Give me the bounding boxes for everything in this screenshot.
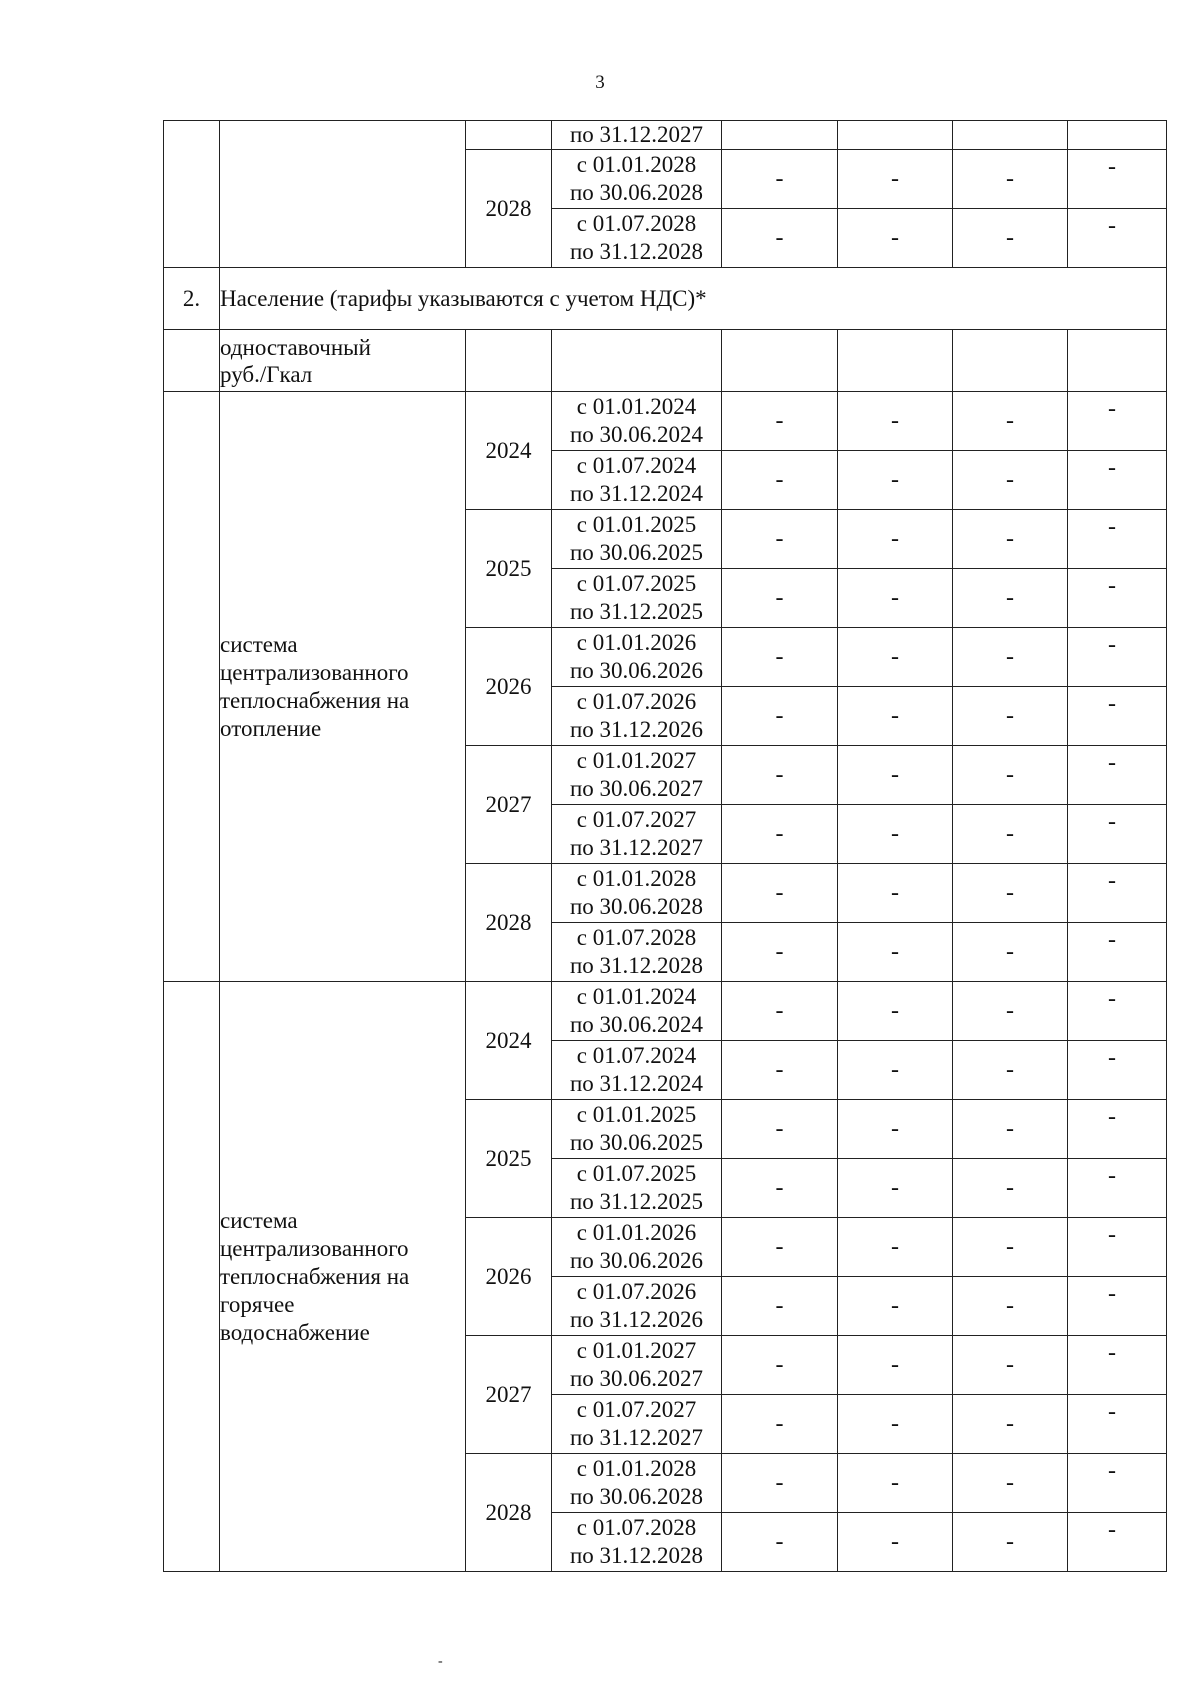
category-line: водоснабжение — [220, 1319, 370, 1345]
value-cell: - — [1068, 1513, 1167, 1572]
one-rate-line: одноставочный — [220, 334, 371, 360]
number-cell — [164, 121, 220, 268]
value-cell: - — [722, 1454, 838, 1513]
period-cell — [552, 1277, 722, 1336]
value-cell: - — [1068, 805, 1167, 864]
value-cell: - — [838, 451, 953, 510]
period-cell — [552, 150, 722, 209]
value-cell: - — [953, 923, 1068, 982]
value-cell: - — [838, 1277, 953, 1336]
page-number: 3 — [595, 72, 605, 93]
value-cell: - — [1068, 1218, 1167, 1277]
tariff-table — [163, 120, 1167, 1572]
period-to: по 31.12.2027 — [569, 1425, 704, 1450]
value-cell — [838, 330, 953, 392]
period-cell — [552, 805, 722, 864]
value-cell: - — [722, 628, 838, 687]
period-to: по 30.06.2027 — [569, 1366, 704, 1391]
year-cell: 2026 — [466, 1218, 552, 1336]
period-cell — [552, 1454, 722, 1513]
period-cell — [552, 392, 722, 451]
period-from: с 01.07.2025 — [576, 571, 697, 596]
value-cell: - — [953, 1454, 1068, 1513]
period-from: с 01.07.2025 — [576, 1161, 697, 1186]
year-cell: 2025 — [466, 510, 552, 628]
value-cell: - — [953, 982, 1068, 1041]
year-cell: 2027 — [466, 746, 552, 864]
period-to: по 31.12.2025 — [569, 599, 704, 624]
period-from: с 01.01.2024 — [576, 394, 697, 419]
category-line: система — [220, 631, 298, 657]
value-cell: - — [722, 209, 838, 268]
period-to: по 30.06.2028 — [569, 894, 704, 919]
period-to: по 30.06.2025 — [569, 1130, 704, 1155]
category-line: отопление — [220, 715, 322, 741]
value-cell: - — [722, 805, 838, 864]
period-from: с 01.01.2024 — [576, 984, 697, 1009]
value-cell: - — [953, 687, 1068, 746]
period-to: по 30.06.2024 — [569, 1012, 704, 1037]
table-row — [164, 392, 1167, 451]
category-cell — [220, 121, 466, 268]
period-cell — [552, 451, 722, 510]
value-cell: - — [722, 1336, 838, 1395]
value-cell: - — [838, 1100, 953, 1159]
value-cell — [1068, 330, 1167, 392]
year-cell: 2028 — [466, 1454, 552, 1572]
value-cell — [953, 121, 1068, 150]
value-cell: - — [838, 1454, 953, 1513]
value-cell: - — [722, 687, 838, 746]
period-from: с 01.01.2026 — [576, 630, 697, 655]
period-to: по 30.06.2028 — [569, 1484, 704, 1509]
section-row — [164, 268, 1167, 330]
category-line: теплоснабжения на — [220, 687, 410, 713]
value-cell: - — [1068, 1159, 1167, 1218]
value-cell — [838, 121, 953, 150]
period-cell — [552, 1336, 722, 1395]
value-cell: - — [1068, 982, 1167, 1041]
value-cell: - — [1068, 1041, 1167, 1100]
year-cell: 2028 — [466, 150, 552, 268]
number-cell — [164, 982, 220, 1572]
value-cell: - — [953, 451, 1068, 510]
period-cell — [552, 1513, 722, 1572]
value-cell: - — [953, 864, 1068, 923]
year-cell — [466, 121, 552, 150]
value-cell — [953, 330, 1068, 392]
value-cell — [1068, 121, 1167, 150]
period-to: по 30.06.2026 — [569, 658, 704, 683]
value-cell: - — [1068, 569, 1167, 628]
value-cell: - — [722, 150, 838, 209]
value-cell: - — [1068, 1336, 1167, 1395]
value-cell: - — [1068, 1100, 1167, 1159]
period-to: по 30.06.2025 — [569, 540, 704, 565]
year-cell: 2024 — [466, 982, 552, 1100]
period-to: по 30.06.2026 — [569, 1248, 704, 1273]
value-cell: - — [838, 1395, 953, 1454]
value-cell: - — [838, 510, 953, 569]
value-cell: - — [1068, 864, 1167, 923]
unit-label: руб./Гкал — [220, 361, 313, 387]
table-row — [164, 982, 1167, 1041]
value-cell: - — [1068, 1277, 1167, 1336]
category-line: горячее — [220, 1291, 295, 1317]
period-cell — [552, 1159, 722, 1218]
year-cell: 2025 — [466, 1100, 552, 1218]
period-to: по 30.06.2028 — [569, 180, 704, 205]
period-cell — [552, 510, 722, 569]
section-number: 2. — [164, 268, 220, 330]
value-cell: - — [1068, 923, 1167, 982]
value-cell: - — [838, 746, 953, 805]
period-from: с 01.07.2024 — [576, 453, 697, 478]
value-cell: - — [953, 628, 1068, 687]
value-cell: - — [953, 1395, 1068, 1454]
value-cell: - — [722, 1218, 838, 1277]
value-cell: - — [953, 1513, 1068, 1572]
value-cell: - — [722, 864, 838, 923]
value-cell: - — [722, 1100, 838, 1159]
value-cell: - — [953, 1336, 1068, 1395]
value-cell: - — [722, 392, 838, 451]
period-cell — [552, 982, 722, 1041]
period-to: по 30.06.2024 — [569, 422, 704, 447]
period-from: с 01.01.2025 — [576, 1102, 697, 1127]
value-cell: - — [838, 628, 953, 687]
value-cell: - — [953, 510, 1068, 569]
value-cell: - — [838, 150, 953, 209]
value-cell: - — [953, 392, 1068, 451]
value-cell: - — [838, 923, 953, 982]
category-line: централизованного — [220, 659, 409, 685]
period-from: с 01.01.2026 — [576, 1220, 697, 1245]
value-cell: - — [1068, 1454, 1167, 1513]
period-cell — [552, 628, 722, 687]
one-rate-label — [220, 330, 466, 392]
value-cell: - — [838, 1159, 953, 1218]
category-line: теплоснабжения на — [220, 1263, 410, 1289]
period-from: с 01.01.2027 — [576, 748, 697, 773]
period-to: по 31.12.2028 — [569, 953, 704, 978]
period-from: с 01.01.2025 — [576, 512, 697, 537]
period-to: по 31.12.2028 — [569, 239, 704, 264]
value-cell: - — [838, 1041, 953, 1100]
period-to: по 31.12.2028 — [569, 1543, 704, 1568]
table-row — [164, 121, 1167, 150]
category-cell — [220, 982, 466, 1572]
value-cell: - — [1068, 209, 1167, 268]
value-cell: - — [838, 569, 953, 628]
value-cell — [722, 330, 838, 392]
year-cell: 2024 — [466, 392, 552, 510]
period-to: по 31.12.2024 — [569, 481, 704, 506]
period-cell — [552, 1041, 722, 1100]
period-from: с 01.07.2024 — [576, 1043, 697, 1068]
value-cell: - — [1068, 150, 1167, 209]
period-cell — [552, 746, 722, 805]
value-cell: - — [953, 1041, 1068, 1100]
value-cell: - — [1068, 392, 1167, 451]
value-cell: - — [838, 392, 953, 451]
year-cell: 2028 — [466, 864, 552, 982]
category-cell — [220, 392, 466, 982]
value-cell: - — [722, 451, 838, 510]
value-cell: - — [722, 569, 838, 628]
value-cell: - — [838, 687, 953, 746]
value-cell: - — [1068, 451, 1167, 510]
value-cell: - — [838, 864, 953, 923]
value-cell: - — [1068, 746, 1167, 805]
value-cell: - — [1068, 1395, 1167, 1454]
period-to: по 30.06.2027 — [569, 776, 704, 801]
period-from: с 01.01.2027 — [576, 1338, 697, 1363]
value-cell: - — [838, 982, 953, 1041]
value-cell: - — [838, 1513, 953, 1572]
value-cell: - — [953, 209, 1068, 268]
period-from: с 01.07.2027 — [576, 807, 697, 832]
period-from: с 01.01.2028 — [576, 866, 697, 891]
period-to: по 31.12.2025 — [569, 1189, 704, 1214]
value-cell: - — [838, 805, 953, 864]
value-cell: - — [838, 209, 953, 268]
year-cell: 2026 — [466, 628, 552, 746]
period-to: по 31.12.2026 — [569, 717, 704, 742]
year-cell — [466, 330, 552, 392]
period-from: с 01.01.2028 — [576, 152, 697, 177]
period-cell — [552, 1100, 722, 1159]
value-cell: - — [722, 510, 838, 569]
period-cell — [552, 923, 722, 982]
period-from: с 01.07.2028 — [576, 1515, 697, 1540]
value-cell: - — [953, 1159, 1068, 1218]
value-cell: - — [722, 923, 838, 982]
period-to: по 31.12.2026 — [569, 1307, 704, 1332]
value-cell: - — [953, 1100, 1068, 1159]
value-cell: - — [953, 805, 1068, 864]
period-to: по 31.12.2027 — [569, 835, 704, 860]
period-cell — [552, 330, 722, 392]
value-cell: - — [722, 1277, 838, 1336]
period-from: с 01.07.2026 — [576, 689, 697, 714]
value-cell: - — [722, 1159, 838, 1218]
period-from: с 01.07.2027 — [576, 1397, 697, 1422]
value-cell: - — [953, 1277, 1068, 1336]
value-cell: - — [838, 1336, 953, 1395]
value-cell: - — [953, 746, 1068, 805]
category-line: система — [220, 1207, 298, 1233]
category-line: централизованного — [220, 1235, 409, 1261]
period-cell — [552, 687, 722, 746]
value-cell: - — [838, 1218, 953, 1277]
period-cell — [552, 864, 722, 923]
section-title: Население (тарифы указываются с учетом НДС)* — [220, 268, 1167, 330]
period-from: с 01.01.2028 — [576, 1456, 697, 1481]
table-row — [164, 330, 1167, 392]
period-cell: по 31.12.2027 — [552, 121, 722, 150]
footer-mark: - — [438, 1654, 443, 1669]
value-cell: - — [1068, 510, 1167, 569]
value-cell: - — [722, 1513, 838, 1572]
period-cell — [552, 1218, 722, 1277]
year-cell: 2027 — [466, 1336, 552, 1454]
period-to: по 31.12.2024 — [569, 1071, 704, 1096]
period-from: с 01.07.2028 — [576, 211, 697, 236]
value-cell: - — [722, 1395, 838, 1454]
number-cell — [164, 330, 220, 392]
value-cell: - — [953, 1218, 1068, 1277]
period-from: с 01.07.2028 — [576, 925, 697, 950]
value-cell: - — [722, 1041, 838, 1100]
value-cell: - — [953, 150, 1068, 209]
value-cell: - — [722, 982, 838, 1041]
value-cell: - — [1068, 687, 1167, 746]
period-cell — [552, 1395, 722, 1454]
number-cell — [164, 392, 220, 982]
period-cell — [552, 209, 722, 268]
value-cell: - — [1068, 628, 1167, 687]
period-cell — [552, 569, 722, 628]
value-cell: - — [722, 746, 838, 805]
value-cell — [722, 121, 838, 150]
value-cell: - — [953, 569, 1068, 628]
period-from: с 01.07.2026 — [576, 1279, 697, 1304]
